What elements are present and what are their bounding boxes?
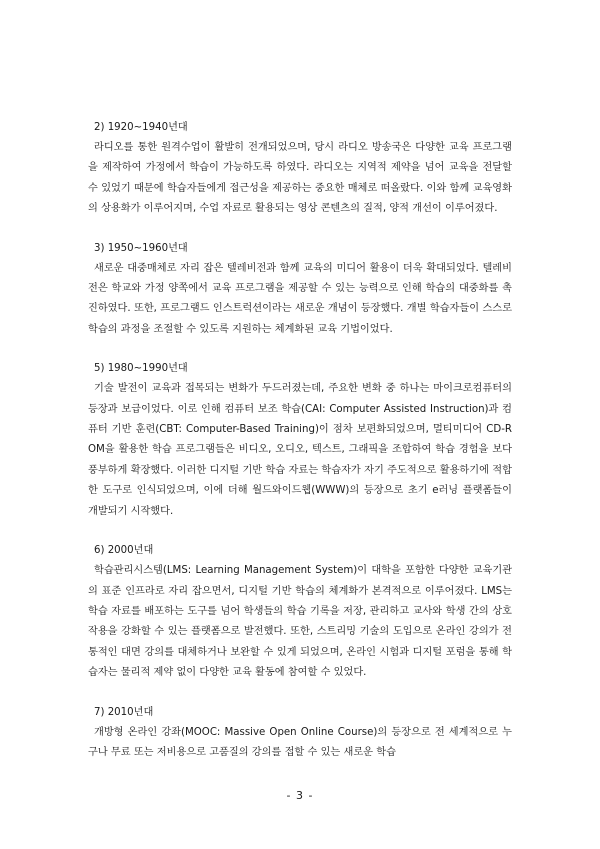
- section-paragraph: 개방형 온라인 강좌(MOOC: Massive Open Online Course)의 등장으로 전 세계적으로 누구나 무료 또는 저비용으로 고품질의 강의를 접할 수 있는 새로운 학습: [88, 726, 512, 758]
- page-number: - 3 -: [286, 789, 314, 802]
- section-paragraph: 학습관리시스템(LMS: Learning Management System)이 대학을 포함한 다양한 교육기관의 표준 인프라로 자리 잡으면서, 디지털 기반 학습의 체계화가 본격적으로 이루어졌다. LMS는 학습 자료를 배포하는 도구를 넘어 학생들의 학습 기록을 저장, 관리하고 교사와 학생 간의 상호작용을 강화할 수 있는 플랫폼으로 발전했다. 또한, 스트리밍 기술의 도입으로 온라인 강의가 전통적인 대면 강의를 대체하거나 보완할 수 있게 되었으며, 온라인 시험과 디지털 포럼을 통해 학습자는 물리적 제약 없이 다양한 교육 활동에 참여할 수 있었다.: [88, 565, 512, 679]
- section-paragraph: 새로운 대중매체로 자리 잡은 텔레비전과 함께 교육의 미디어 활용이 더욱 확대되었다. 텔레비전은 학교와 가정 양쪽에서 교육 프로그램을 제공할 수 있는 능력으로 인해 학습의 대중화를 촉진하였다. 또한, 프로그램드 인스트럭션이라는 새로운 개념이 등장했다. 개별 학습자들이 스스로 학습의 과정을 조절할 수 있도록 지원하는 체계화된 교육 기법이었다.: [88, 262, 512, 335]
- section-2000s: [88, 541, 512, 683]
- section-heading: 2) 1920~1940년대: [94, 122, 188, 133]
- section-paragraph: 라디오를 통한 원격수업이 활발히 전개되었으며, 당시 라디오 방송국은 다양한 교육 프로그램을 제작하여 가정에서 학습이 가능하도록 하였다. 라디오는 지역적 제약을 넘어 교육을 전달할 수 있었기 때문에 학습자들에게 접근성을 제공하는 중요한 매체로 떠올랐다. 이와 함께 교육영화의 상용화가 이루어지며, 수업 자료로 활용되는 영상 콘텐츠의 질적, 양적 개선이 이루어졌다.: [88, 142, 512, 215]
- section-heading: 5) 1980~1990년대: [94, 363, 188, 375]
- section-2010s: [88, 703, 512, 764]
- section-heading: 6) 2000년대: [94, 545, 154, 557]
- section-1920-1940: [88, 118, 512, 220]
- section-1950-1960: [88, 239, 512, 341]
- section-1980-1990: [88, 359, 512, 522]
- section-heading: 3) 1950~1960년대: [94, 242, 188, 254]
- document-body: [88, 118, 512, 782]
- section-paragraph: 기술 발전이 교육과 접목되는 변화가 두드러졌는데, 주요한 변화 중 하나는 마이크로컴퓨터의 등장과 보급이었다. 이로 인해 컴퓨터 보조 학습(CAI: Computer Assisted Instruction)과 컴퓨터 기반 훈련(CBT: Computer-Based Training)이 점차 보편화되었으며, 멀티미디어 CD-ROM을 활용한 학습 프로그램들은 비디오, 오디오, 텍스트, 그래픽을 조합하여 학습 경험을 보다 풍부하게 확장했다. 이러한 디지털 기반 학습 자료는 학습자가 자기 주도적으로 활용하기에 적합한 도구로 인식되었으며, 이에 더해 월드와이드웹(WWW)의 등장으로 초기 e러닝 플랫폼들이 개발되기 시작했다.: [88, 383, 512, 517]
- section-heading: 7) 2010년대: [94, 706, 154, 718]
